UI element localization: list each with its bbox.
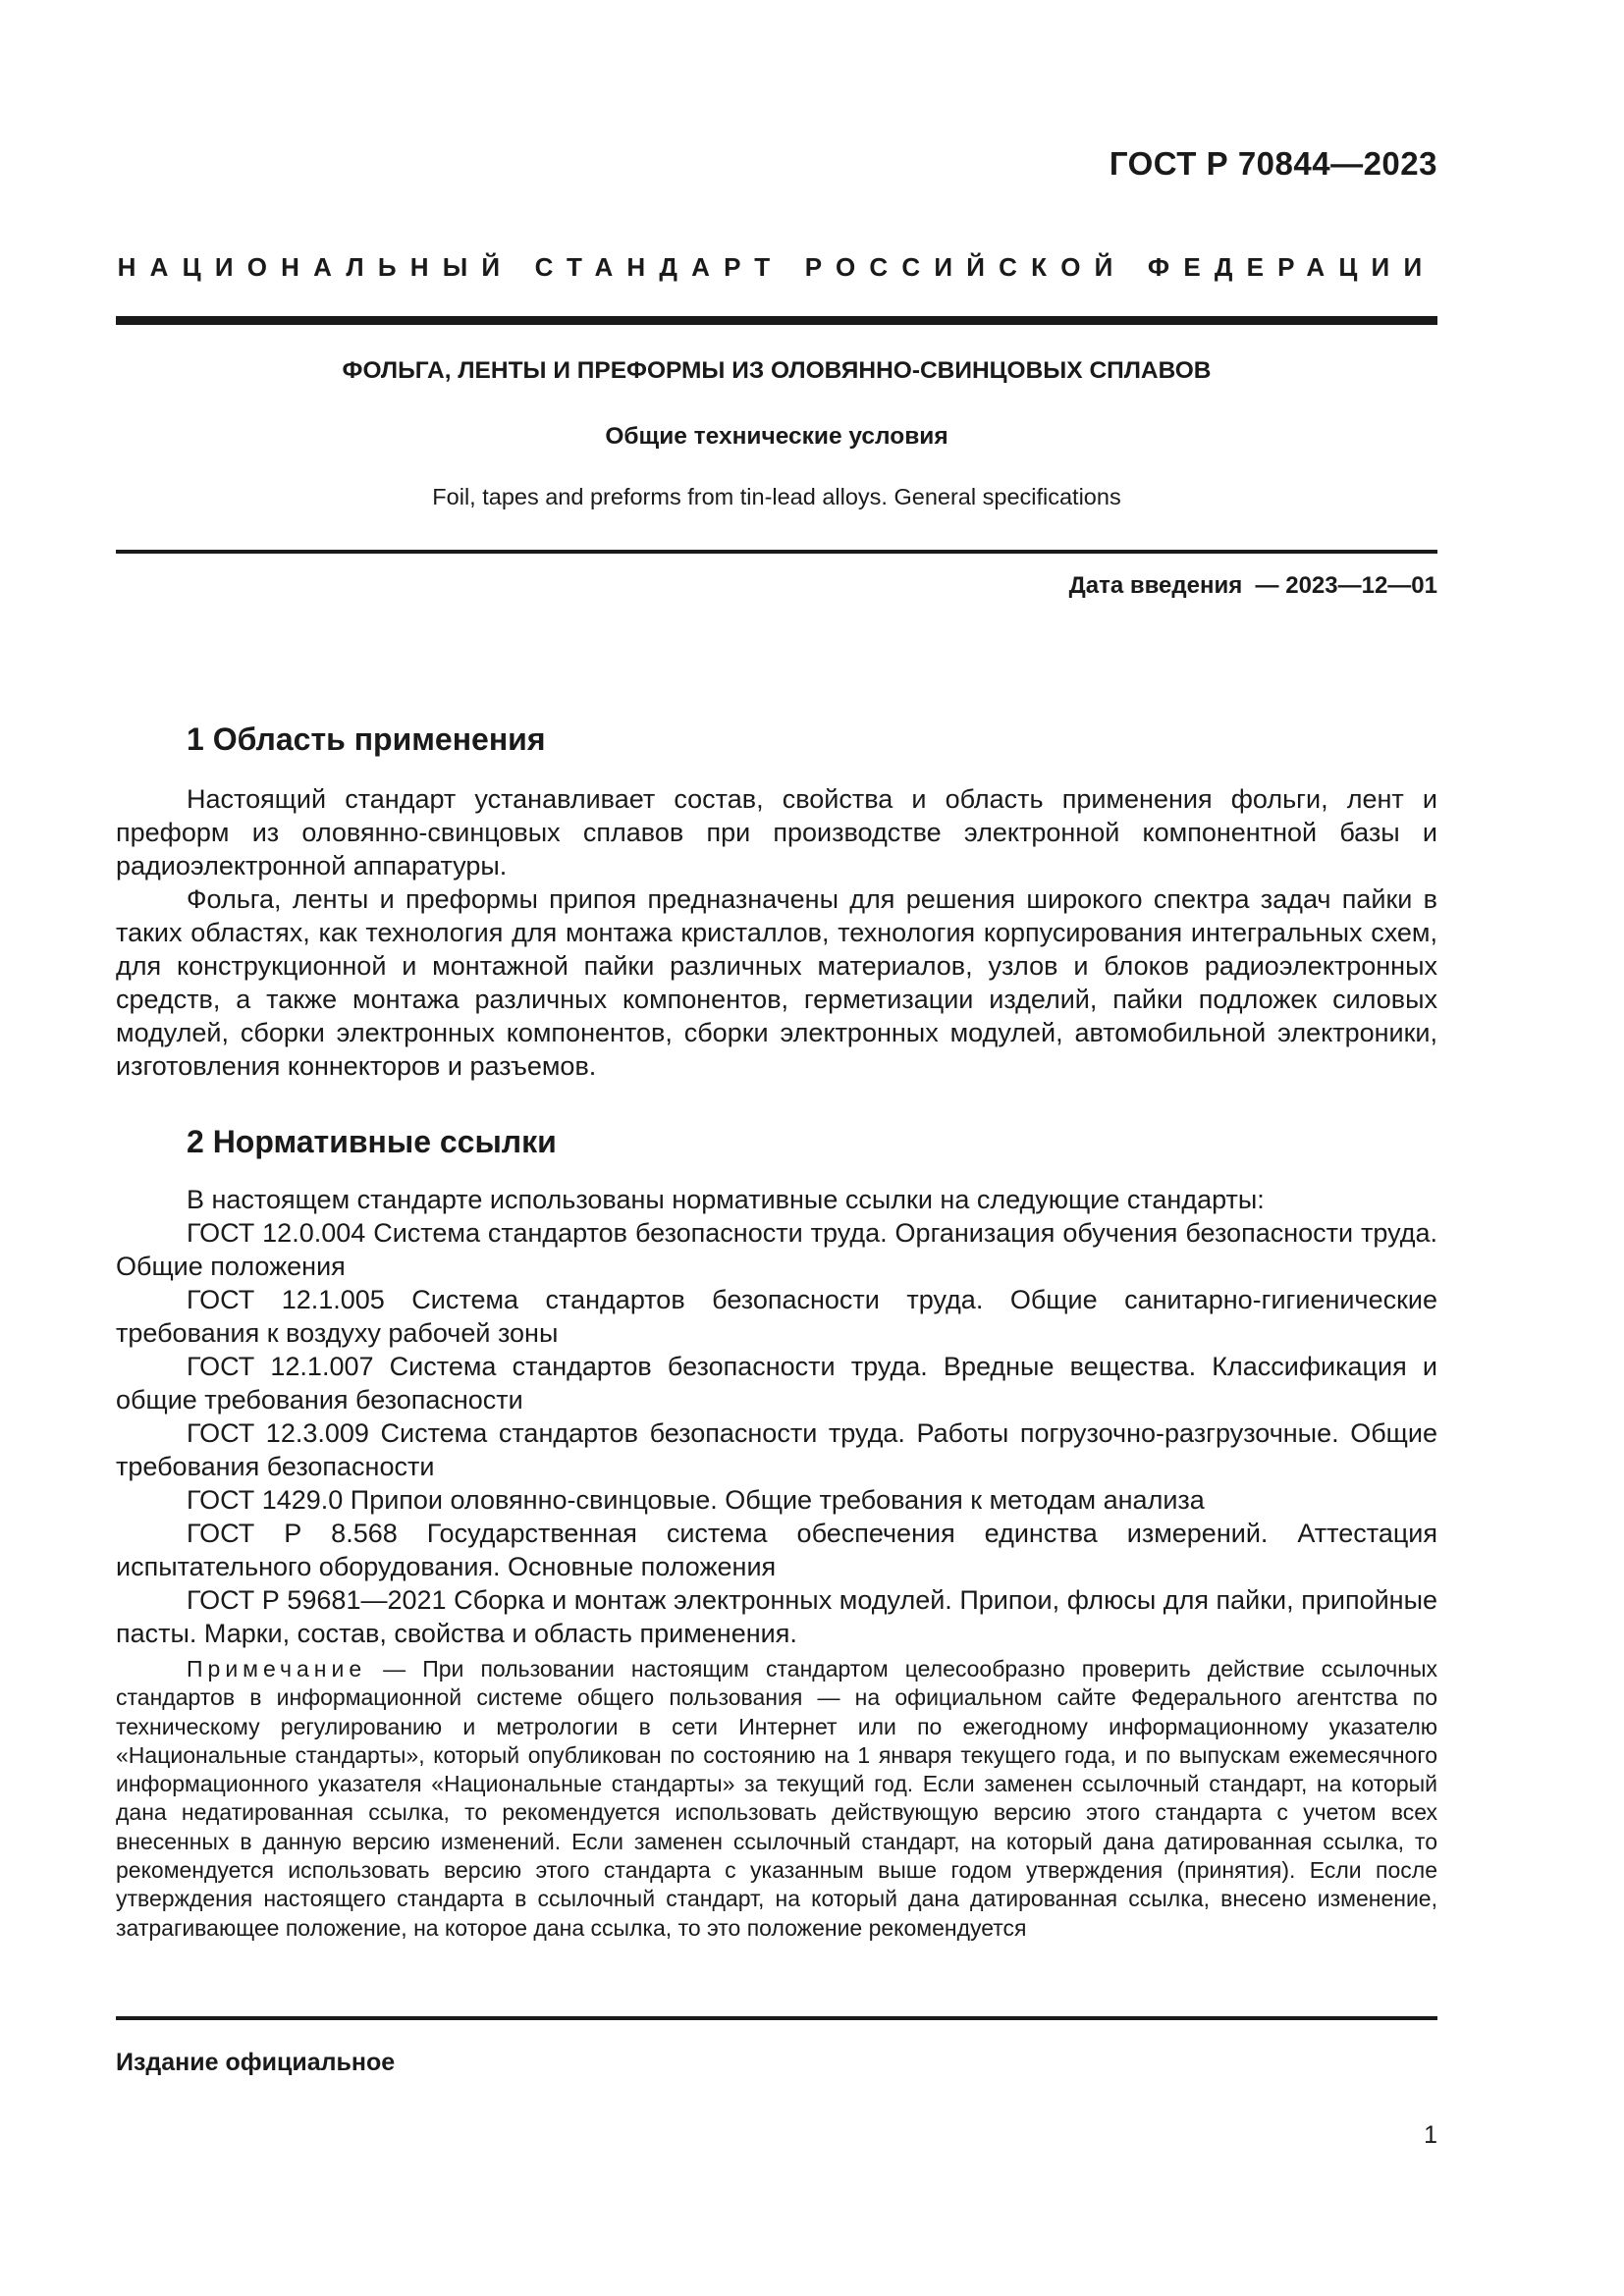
reference-item: ГОСТ Р 8.568 Государственная система обеспечения единства измерений. Аттестация испытательного оборудования. Основные положения xyxy=(116,1519,1437,1581)
section-body-normative-references xyxy=(116,1183,1437,1650)
note-block xyxy=(116,1655,1437,1943)
national-standard-banner: НАЦИОНАЛЬНЫЙ СТАНДАРТ РОССИЙСКОЙ ФЕДЕРАЦИИ xyxy=(117,252,1436,282)
reference-item: ГОСТ Р 59681—2021 Сборка и монтаж электронных модулей. Припои, флюсы для пайки, припойные пасты. Марки, состав, свойства и область применения. xyxy=(116,1585,1437,1648)
reference-item: ГОСТ 12.1.007 Система стандартов безопасности труда. Вредные вещества. Классификация и общие требования безопасности xyxy=(116,1352,1437,1415)
document-title: ФОЛЬГА, ЛЕНТЫ И ПРЕФОРМЫ ИЗ ОЛОВЯННО-СВИНЦОВЫХ СПЛАВОВ xyxy=(342,357,1212,384)
paragraph: Фольга, ленты и преформы припоя предназначены для решения широкого спектра задач пайки в таких областях, как технология для монтажа кристаллов, технология корпусирования интегральных схем, для конструкционной и монтажной пайки различных материалов, узлов и блоков радиоэлектронных средств, а также монтажа различных компонентов, герметизации изделий, пайки подложек силовых модулей, сборки электронных компонентов, сборки электронных модулей, автомобильной электроники, изготовления коннекторов и разъемов. xyxy=(116,884,1437,1081)
official-edition-label: Издание официальное xyxy=(116,2049,396,2076)
title-divider xyxy=(116,550,1437,554)
reference-item: ГОСТ 1429.0 Припои оловянно-свинцовые. Общие требования к методам анализа xyxy=(187,1485,1205,1515)
section-heading-scope: 1 Область применения xyxy=(187,721,546,757)
introduction-date: Дата введения — 2023—12—01 xyxy=(1068,572,1437,599)
section-heading-normative-references: 2 Нормативные ссылки xyxy=(187,1124,557,1159)
page-number: 1 xyxy=(1424,2121,1437,2149)
paragraph: В настоящем стандарте использованы нормативные ссылки на следующие стандарты: xyxy=(187,1185,1265,1214)
standard-number: ГОСТ Р 70844—2023 xyxy=(1109,145,1437,182)
reference-item: ГОСТ 12.3.009 Система стандартов безопасности труда. Работы погрузочно-разгрузочные. Общие требования безопасности xyxy=(116,1418,1437,1481)
paragraph: Настоящий стандарт устанавливает состав, свойства и область применения фольги, лент и преформ из оловянно-свинцовых сплавов при производстве электронной компонентной базы и радиоэлектронной аппаратуры. xyxy=(116,784,1437,881)
header-divider xyxy=(116,316,1437,325)
section-body-scope xyxy=(116,782,1437,1083)
reference-item: ГОСТ 12.0.004 Система стандартов безопасности труда. Организация обучения безопасности труда. Общие положения xyxy=(116,1218,1437,1281)
note-text: — При пользовании настоящим стандартом целесообразно проверить действие ссылочных стандартов в информационной системе общего пользования — на официальном сайте Федерального агентства по техническому регулированию и метрологии в сети Интернет или по ежегодному информационному указателю «Национальные стандарты», который опубликован по состоянию на 1 января текущего года, и по выпускам ежемесячного информационного указателя «Национальные стандарты» за текущий год. Если заменен ссылочный стандарт, на который дана недатированная ссылка, то рекомендуется использовать действующую версию этого стандарта с учетом всех внесенных в данную версию изменений. Если заменен ссылочный стандарт, на который дана датированная ссылка, то рекомендуется использовать версию этого стандарта с указанным выше годом утверждения (принятия). Если после утверждения настоящего стандарта в ссылочный стандарт, на который дана датированная ссылка, внесено изменение, затрагивающее положение, на которое дана ссылка, то это положение рекомендуется xyxy=(116,1656,1437,1941)
note-label: Примечание xyxy=(187,1656,367,1682)
english-title: Foil, tapes and preforms from tin-lead alloys. General specifications xyxy=(432,484,1121,509)
document-page xyxy=(116,0,1437,2296)
document-subtitle: Общие технические условия xyxy=(605,423,948,450)
footer-divider xyxy=(116,2016,1437,2020)
reference-item: ГОСТ 12.1.005 Система стандартов безопасности труда. Общие санитарно-гигиенические требования к воздуху рабочей зоны xyxy=(116,1285,1437,1348)
